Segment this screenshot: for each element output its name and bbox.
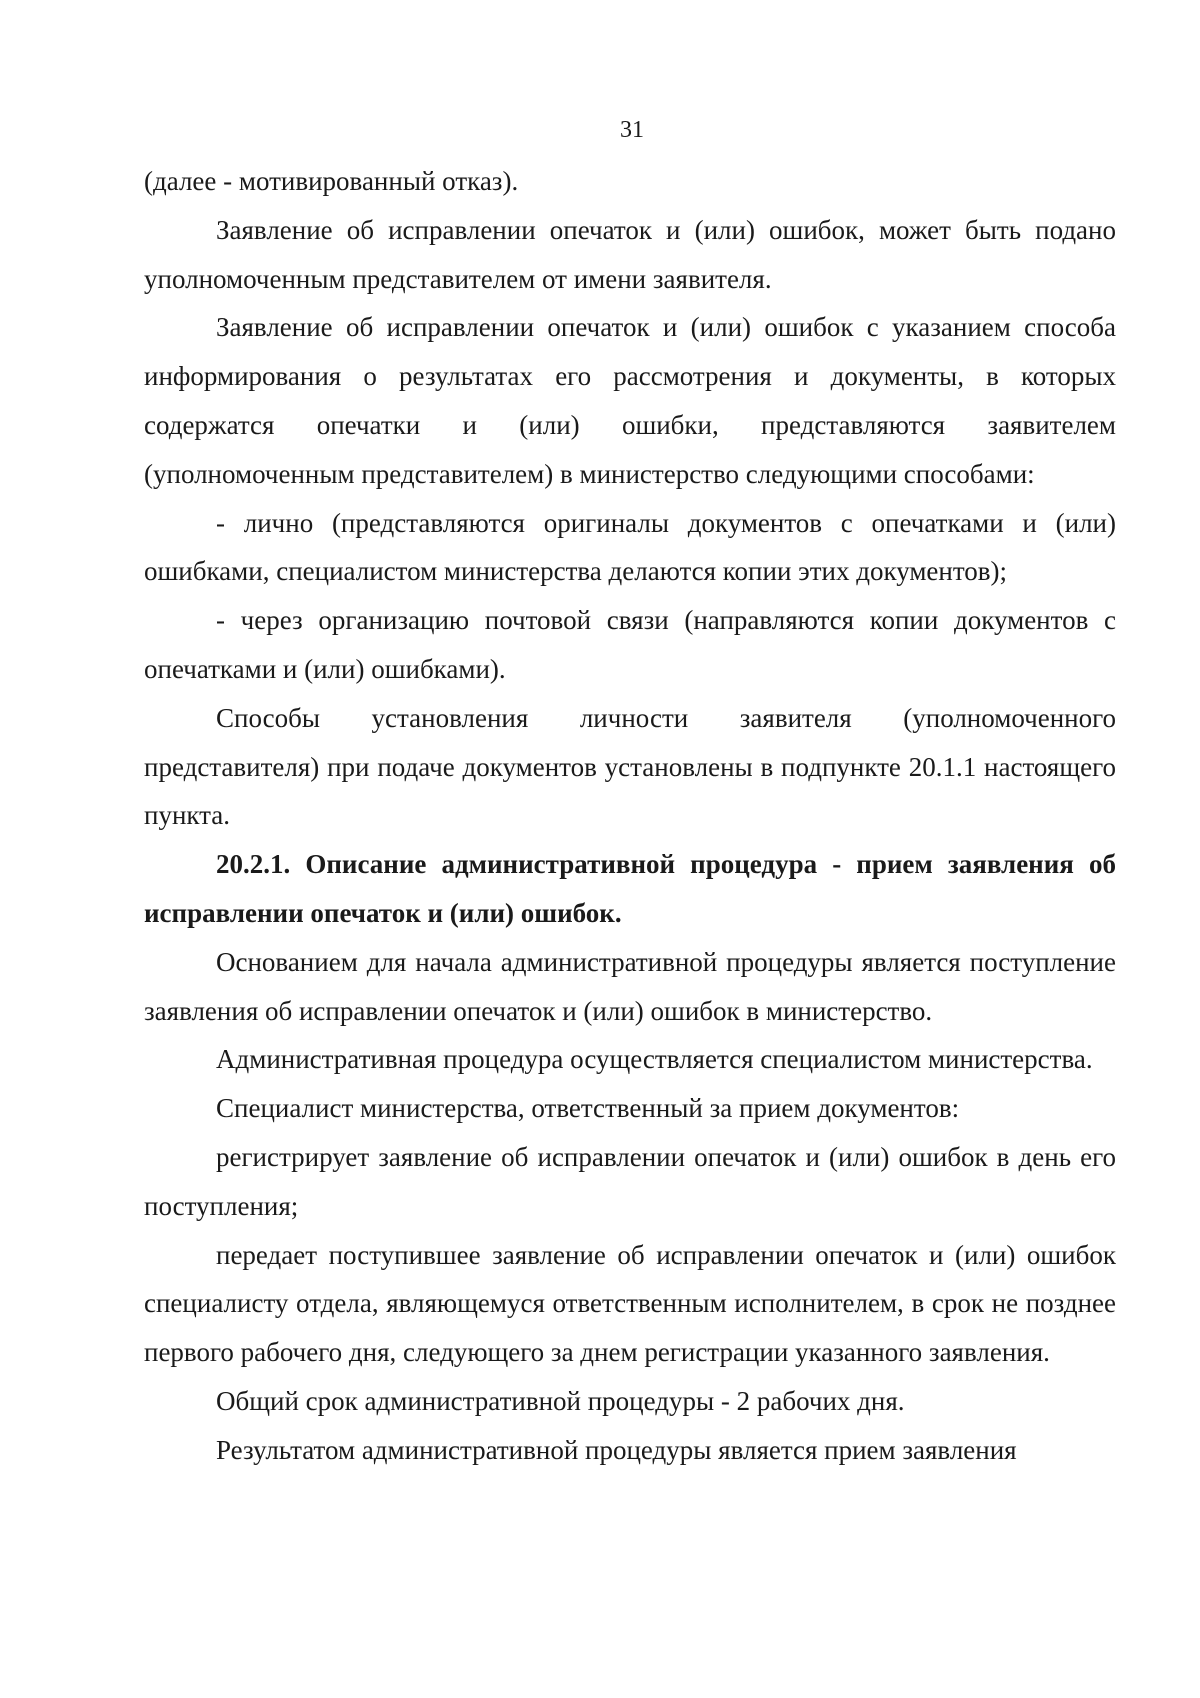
paragraph-registers-application: регистрирует заявление об исправлении опечаток и (или) ошибок в день его поступления;	[144, 1141, 1116, 1221]
list-item-by-post: - через организацию почтовой связи (направляются копии документов с опечатками и (или) ошибками).	[144, 605, 1116, 684]
paragraph-specialist-intro: Специалист министерства, ответственный за прием документов:	[216, 1093, 960, 1124]
section-heading-20-2-1: 20.2.1. Описание административной процедура - прием заявления об исправлении опечаток и (или) ошибок.	[144, 849, 1116, 928]
page-number: 31	[620, 117, 644, 143]
paragraph-representative-submission: Заявление об исправлении опечаток и (или) ошибок, может быть подано уполномоченным представителем от имени заявителя.	[144, 214, 1116, 294]
paragraph-procedure-performer: Административная процедура осуществляется специалистом министерства.	[216, 1044, 1093, 1075]
paragraph-transfers-application: передает поступившее заявление об исправлении опечаток и (или) ошибок специалисту отдела, являющемуся ответственным исполнителем, в срок не позднее первого рабочего дня, следующего за днем регистрации указанного заявления.	[144, 1239, 1116, 1368]
paragraph-procedure-basis: Основанием для начала административной процедуры является поступление заявления об исправлении опечаток и (или) ошибок в министерство.	[144, 946, 1116, 1026]
document-body	[144, 157, 1116, 1475]
paragraph-total-duration: Общий срок административной процедуры - 2 рабочих дня.	[216, 1385, 905, 1416]
paragraph-submission-methods: Заявление об исправлении опечаток и (или) ошибок с указанием способа информирования о результатах его рассмотрения и документы, в которых содержатся опечатки и (или) ошибки, представляются заявителем (уполномоченным представителем) в министерство следующими способами:	[144, 312, 1116, 489]
paragraph-identity-verification: Способы установления личности заявителя (уполномоченного представителя) при подаче документов установлены в подпункте 20.1.1 настоящего пункта.	[144, 702, 1116, 831]
paragraph-continuation: (далее - мотивированный отказ).	[144, 166, 519, 196]
list-item-in-person: - лично (представляются оригиналы документов с опечатками и (или) ошибками, специалистом министерства делаются копии этих документов);	[144, 507, 1116, 587]
paragraph-procedure-result: Результатом административной процедуры является прием заявления	[216, 1434, 1017, 1465]
